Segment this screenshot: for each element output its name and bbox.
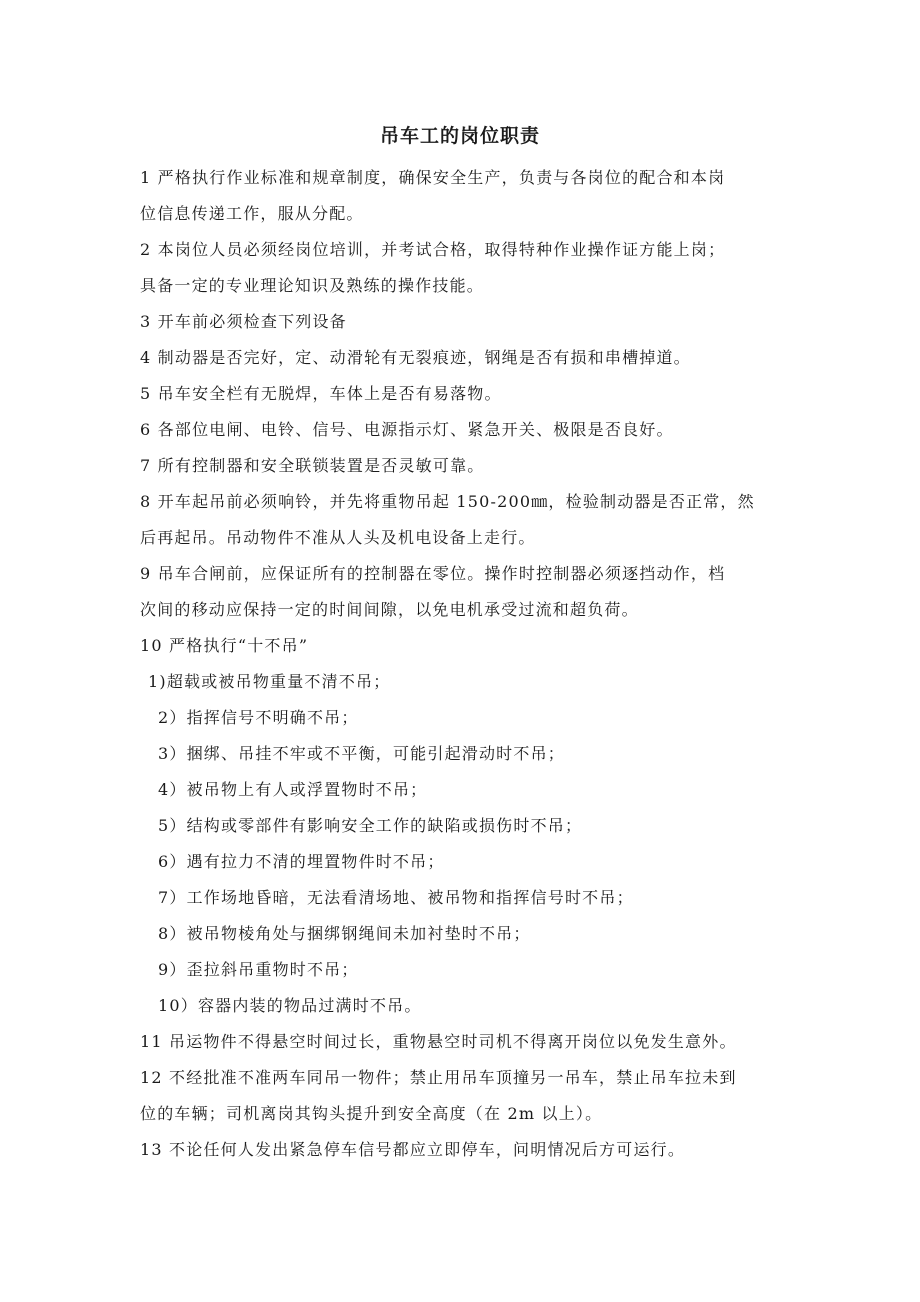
paragraph-line: 后再起吊。吊动物件不准从人头及机电设备上走行。: [140, 528, 536, 547]
paragraph-line: 13 不论任何人发出紧急停车信号都应立即停车，问明情况后方可运行。: [140, 1140, 686, 1159]
list-item: 5）结构或零部件有影响安全工作的缺陷或损伤时不吊；: [158, 816, 583, 835]
list-item: 8）被吊物棱角处与捆绑钢绳间未加衬垫时不吊；: [158, 924, 531, 943]
list-item: 2）指挥信号不明确不吊；: [158, 708, 359, 727]
paragraph-line: 次间的移动应保持一定的时间间隙，以免电机承受过流和超负荷。: [140, 600, 639, 619]
paragraph-line: 12 不经批准不准两车同吊一物件；禁止用吊车顶撞另一吊车，禁止吊车拉未到: [140, 1068, 737, 1087]
paragraph-line: 10 严格执行“十不吊”: [140, 636, 309, 655]
list-item: 10）容器内装的物品过满时不吊。: [158, 996, 422, 1015]
document-body: [140, 160, 780, 1168]
paragraph-line: 1 严格执行作业标准和规章制度，确保安全生产，负责与各岗位的配合和本岗: [140, 168, 726, 187]
list-item: 3）捆绑、吊挂不牢或不平衡，可能引起滑动时不吊；: [158, 744, 565, 763]
paragraph-line: 8 开车起吊前必须响铃，并先将重物吊起 150-200㎜，检验制动器是否正常，然: [140, 492, 755, 511]
list-item: 9）歪拉斜吊重物时不吊；: [158, 960, 359, 979]
paragraph-line: 7 所有控制器和安全联锁装置是否灵敏可靠。: [140, 456, 485, 475]
list-item: 7）工作场地昏暗，无法看清场地、被吊物和指挥信号时不吊；: [158, 888, 634, 907]
paragraph-line: 6 各部位电闸、电铃、信号、电源指示灯、紧急开关、极限是否良好。: [140, 420, 674, 439]
list-item: 1)超载或被吊物重量不清不吊；: [148, 672, 391, 691]
paragraph-line: 位信息传递工作，服从分配。: [140, 204, 364, 223]
paragraph-line: 2 本岗位人员必须经岗位培训，并考试合格，取得特种作业操作证方能上岗；: [140, 240, 726, 259]
document-title: 吊车工的岗位职责: [379, 125, 540, 147]
paragraph-line: 4 制动器是否完好，定、动滑轮有无裂痕迹，钢绳是否有损和串槽掉道。: [140, 348, 691, 367]
paragraph-line: 9 吊车合闸前，应保证所有的控制器在零位。操作时控制器必须逐挡动作，档: [140, 564, 726, 583]
list-item: 6）遇有拉力不清的埋置物件时不吊；: [158, 852, 445, 871]
paragraph-line: 5 吊车安全栏有无脱焊，车体上是否有易落物。: [140, 384, 502, 403]
paragraph-line: 位的车辆；司机离岗其钩头提升到安全高度（在 2m 以上）。: [140, 1104, 603, 1123]
paragraph-line: 11 吊运物件不得悬空时间过长，重物悬空时司机不得离开岗位以免发生意外。: [140, 1032, 737, 1051]
list-item: 4）被吊物上有人或浮置物时不吊；: [158, 780, 428, 799]
paragraph-line: 具备一定的专业理论知识及熟练的操作技能。: [140, 276, 485, 295]
paragraph-line: 3 开车前必须检查下列设备: [140, 312, 347, 331]
